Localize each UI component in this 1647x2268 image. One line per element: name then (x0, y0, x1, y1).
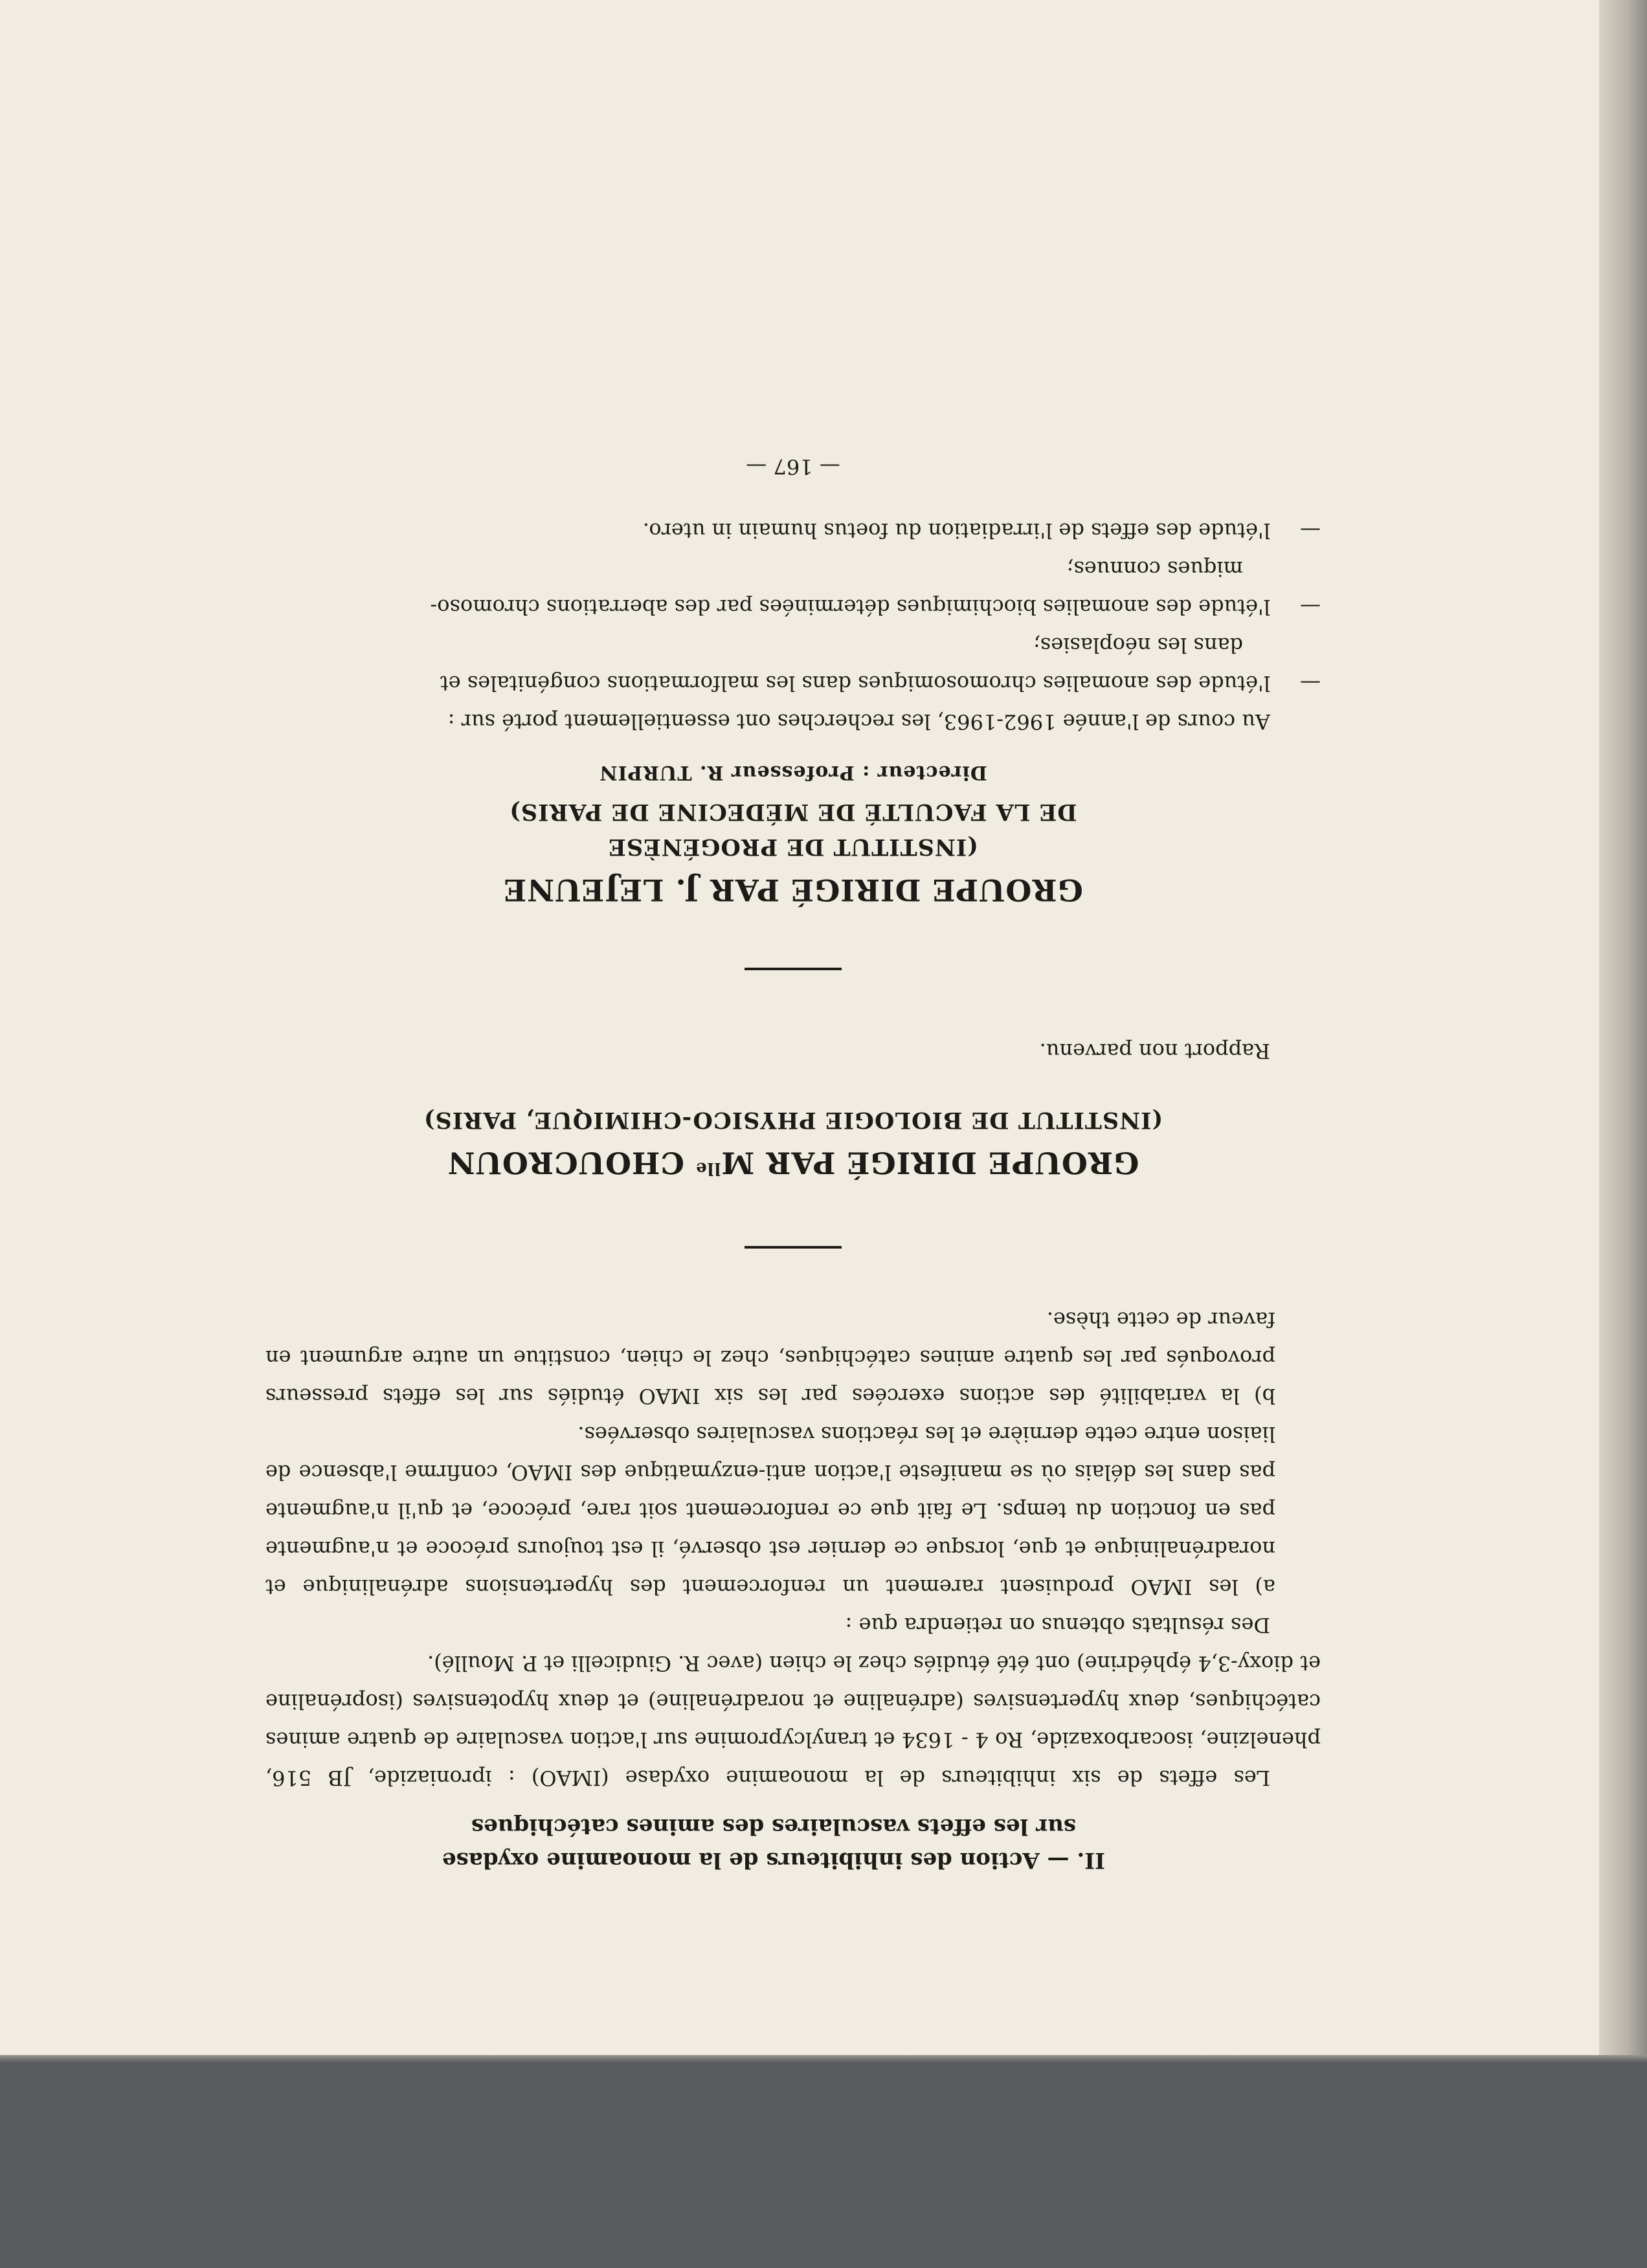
list-item (265, 664, 1321, 702)
scanner-shadow (0, 2055, 1647, 2063)
list-item-continuation: dans les néoplasies; (1033, 632, 1243, 658)
results-intro: Des résultats obtenus on retiendra que : (845, 1613, 1270, 1638)
list-item-dash: — (1300, 518, 1321, 543)
list-item-text: l'étude des effets de l'irradiation du foetus humain in utero. (642, 518, 1270, 543)
section-heading (265, 1810, 1321, 1877)
lejeune-institute-line2: DE LA FACULTÉ DE MÉDECINE DE PARIS) (509, 798, 1077, 825)
list-item-dash: — (1300, 671, 1321, 696)
choucroun-title-text: GROUPE DIRIGÉ PAR M (721, 1145, 1139, 1181)
printed-page-rotated (265, 194, 1321, 1877)
irradiation-intro: Au cours de l'année 1962-1963, les recherches ont essentiellement porté sur : (447, 709, 1270, 734)
paper-edge (1599, 0, 1647, 2055)
choucroun-title-name: CHOUCROUN (447, 1145, 696, 1181)
list-item-continuation: miques connues; (1066, 556, 1243, 581)
choucroun-group (265, 1032, 1321, 1188)
section-divider-2 (745, 968, 842, 970)
lejeune-director: Directeur : Professeur R. TURPIN (599, 761, 987, 784)
list-item (265, 588, 1321, 626)
conclusion-a: a) les IMAO produisent rarement un renforcement des hypertensions adrénalinique et noradrénalinique et que, lorsque ce dernier est observé, il est toujours précoce et n'augmente pas en fonction du temps. Le fait que ce renforcement soit rare, précoce, et qu'il n'augmente pas dans les délais où se manifeste l'action anti-enzymatique des IMAO, confirme l'absence de liaison entre cette dernière et les réactions vasculaires observées. (265, 1422, 1275, 1599)
list-item-dash: — (1300, 594, 1321, 619)
list-item (265, 511, 1321, 550)
page-number: — 167 — (746, 454, 840, 479)
section-heading-line1: II. — Action des inhibiteurs de la monoamine oxydase (442, 1847, 1106, 1873)
choucroun-title-sup: lle (695, 1159, 721, 1178)
lejeune-institute-line1: (INSTITUT DE PROGÉNÈSE (608, 833, 978, 860)
imao-section (265, 1300, 1321, 1877)
choucroun-title (265, 1144, 1321, 1188)
lejeune-title: GROUPE DIRIGÉ PAR J. LEJEUNE (503, 872, 1083, 907)
imao-body-paragraph: Les effets de six inhibiteurs de la monoamine oxydase (IMAO) : iproniazide, JB 516, phenelzine, isocarboxazide, Ro 4 - 1634 et tranylcypromine sur l'action vasculaire de quatre amines catéchiques, deux hypertensives (adrénaline et noradrénaline) et deux hypotensives (isoprénaline et dioxy-3,4 éphédrine) ont été étudiés chez le chien (avec R. Giudicelli et P. Moullé). (265, 1651, 1321, 1790)
section-heading-line2: sur les effets vasculaires des amines catéchiques (471, 1814, 1077, 1840)
choucroun-institute: (INSTITUT DE BIOLOGIE PHYSICO-CHIMIQUE, PARIS) (423, 1106, 1163, 1133)
choucroun-note: Rapport non parvenu. (1039, 1038, 1270, 1063)
conclusion-b: b) la variabilité des actions exercées par les six IMAO étudiés sur les effets presseurs provoqués par les quatre amines catéchiques, chez le chien, constitue un autre argument en faveur de cette thèse. (265, 1307, 1275, 1408)
section-divider-1 (745, 1246, 842, 1249)
list-item-text: l'étude des anomalies biochimiques déterminées par des aberrations chromoso- (430, 594, 1270, 619)
lejeune-group (265, 511, 1321, 909)
list-item-text: l'étude des anomalies chromosomiques dans les malformations congénitales et (440, 671, 1270, 696)
